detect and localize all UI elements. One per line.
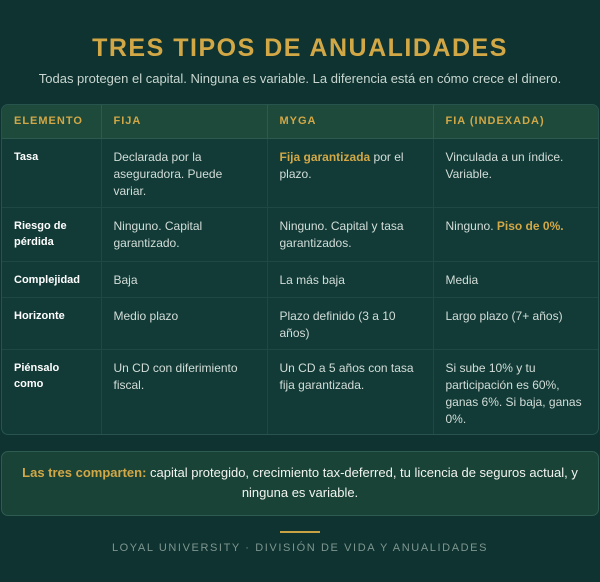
page-subtitle: Todas protegen el capital. Ninguna es variable. La diferencia está en cómo crece el dinero. (38, 71, 562, 86)
row-label: Complejidad (2, 261, 101, 297)
row-label: Tasa (2, 138, 101, 207)
page-title: TRES TIPOS DE ANUALIDADES (92, 34, 508, 62)
table-cell: Vinculada a un índice. Variable. (433, 138, 599, 207)
table-cell: Un CD con diferimiento fiscal. (101, 349, 267, 435)
column-header-elemento: ELEMENTO (2, 105, 101, 138)
cell-text: Ninguno. (445, 218, 497, 233)
column-header-fia: FIA (INDEXADA) (433, 105, 599, 138)
shared-features-note (1, 451, 599, 516)
footer-text: LOYAL UNIVERSITY · DIVISIÓN DE VIDA Y ANUALIDADES (111, 542, 489, 554)
table-cell: Media (433, 261, 599, 297)
footer-divider (280, 531, 320, 533)
highlight-text: Piso de 0%. (496, 218, 564, 233)
table-cell: Medio plazo (101, 297, 267, 349)
table-cell: Largo plazo (7+ años) (433, 297, 599, 349)
column-header-fija: FIJA (101, 105, 267, 138)
note-highlight: Las tres comparten: (22, 465, 147, 480)
table-row (2, 261, 599, 297)
table-header-row (2, 105, 599, 138)
table-cell: Plazo definido (3 a 10 años) (267, 297, 433, 349)
row-label: Riesgo de pérdida (2, 207, 101, 261)
table-cell: Baja (101, 261, 267, 297)
cell-text: por el plazo. (279, 149, 404, 181)
table-cell: Si sube 10% y tu participación es 60%, ganas 6%. Si baja, ganas 0%. (445, 360, 582, 426)
comparison-table (1, 104, 599, 435)
row-label: Piénsalo como (2, 349, 101, 435)
table-row (2, 297, 599, 349)
table-cell (267, 138, 433, 207)
table-row (2, 207, 599, 261)
note-text: capital protegido, crecimiento tax-deferred, tu licencia de seguros actual, y ninguna es variable. (146, 465, 578, 500)
table-cell: La más baja (267, 261, 433, 297)
column-header-myga: MYGA (267, 105, 433, 138)
highlight-text: Fija garantizada (279, 149, 371, 164)
table-cell (433, 207, 599, 261)
table-cell: Un CD a 5 años con tasa fija garantizada. (267, 349, 433, 435)
row-label: Horizonte (2, 297, 101, 349)
table-cell: Declarada por la aseguradora. Puede variar. (101, 138, 267, 207)
table-cell: Ninguno. Capital y tasa garantizados. (267, 207, 433, 261)
table-row (2, 138, 599, 207)
table-row (2, 349, 599, 435)
table-cell: Ninguno. Capital garantizado. (101, 207, 267, 261)
